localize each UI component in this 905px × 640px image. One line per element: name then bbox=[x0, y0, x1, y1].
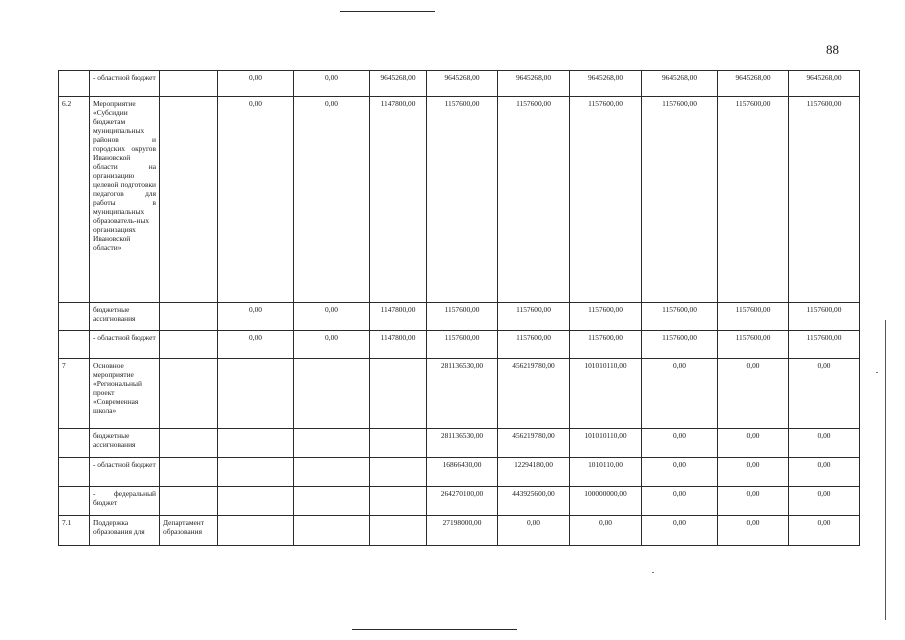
value-cell: 1157600,00 bbox=[718, 331, 789, 359]
budget-table bbox=[58, 70, 860, 546]
value-cell: 0,00 bbox=[642, 458, 718, 487]
value-cell: 0,00 bbox=[642, 359, 718, 429]
value-cell: 0,00 bbox=[718, 429, 789, 458]
value-cell: 101010110,00 bbox=[570, 429, 642, 458]
value-cell: 0,00 bbox=[218, 71, 294, 97]
row-name-cell: Основное мероприятие «Региональный проект «Современная школа» bbox=[90, 359, 160, 429]
value-cell: 12294180,00 bbox=[498, 458, 570, 487]
value-cell: 0,00 bbox=[789, 458, 860, 487]
value-cell: 0,00 bbox=[789, 359, 860, 429]
value-cell: 281136530,00 bbox=[427, 359, 498, 429]
value-cell: 0,00 bbox=[789, 429, 860, 458]
table-row bbox=[59, 359, 860, 429]
value-cell bbox=[218, 487, 294, 516]
value-cell: 1157600,00 bbox=[427, 331, 498, 359]
value-cell: 1147800,00 bbox=[370, 331, 427, 359]
value-cell: 100000000,00 bbox=[570, 487, 642, 516]
value-cell: 9645268,00 bbox=[427, 71, 498, 97]
value-cell: 0,00 bbox=[718, 516, 789, 546]
row-number-cell bbox=[59, 429, 90, 458]
value-cell: 9645268,00 bbox=[718, 71, 789, 97]
row-name-cell: Мероприятие «Субсидии бюджетам муниципальных районов и городских округов Ивановской области на организацию целевой подготовки педагогов для работы в муниципальных образователь-ных организациях Ивановской области» bbox=[90, 97, 160, 303]
row-number-cell bbox=[59, 487, 90, 516]
row-number-cell: 6.2 bbox=[59, 97, 90, 303]
row-name-cell: Поддержка образования для bbox=[90, 516, 160, 546]
table-row bbox=[59, 429, 860, 458]
row-executor-cell: Департамент образования bbox=[160, 516, 218, 546]
table-row bbox=[59, 331, 860, 359]
value-cell: 456219780,00 bbox=[498, 429, 570, 458]
value-cell: 281136530,00 bbox=[427, 429, 498, 458]
value-cell: 1157600,00 bbox=[789, 331, 860, 359]
value-cell bbox=[370, 487, 427, 516]
value-cell: 9645268,00 bbox=[370, 71, 427, 97]
value-cell bbox=[218, 359, 294, 429]
value-cell bbox=[218, 516, 294, 546]
value-cell bbox=[370, 359, 427, 429]
value-cell: 1157600,00 bbox=[427, 303, 498, 331]
value-cell: 0,00 bbox=[642, 516, 718, 546]
value-cell bbox=[294, 429, 370, 458]
value-cell: 101010110,00 bbox=[570, 359, 642, 429]
row-name-cell: - областной бюджет bbox=[90, 71, 160, 97]
row-name-cell: бюджетные ассигнования bbox=[90, 429, 160, 458]
value-cell: 1157600,00 bbox=[498, 97, 570, 303]
row-name-cell: бюджетные ассигнования bbox=[90, 303, 160, 331]
row-executor-cell bbox=[160, 303, 218, 331]
value-cell: 1157600,00 bbox=[498, 331, 570, 359]
value-cell: 0,00 bbox=[642, 487, 718, 516]
value-cell bbox=[294, 516, 370, 546]
row-executor-cell bbox=[160, 487, 218, 516]
value-cell: 1157600,00 bbox=[570, 303, 642, 331]
row-name-cell: - областной бюджет bbox=[90, 331, 160, 359]
value-cell: 1157600,00 bbox=[498, 303, 570, 331]
scan-artifact-edge bbox=[885, 320, 886, 620]
row-executor-cell bbox=[160, 71, 218, 97]
value-cell: 1157600,00 bbox=[718, 303, 789, 331]
value-cell: 0,00 bbox=[294, 71, 370, 97]
value-cell: 0,00 bbox=[294, 97, 370, 303]
value-cell bbox=[294, 487, 370, 516]
value-cell: 1157600,00 bbox=[789, 303, 860, 331]
value-cell: 1157600,00 bbox=[718, 97, 789, 303]
value-cell bbox=[218, 429, 294, 458]
value-cell: 0,00 bbox=[294, 331, 370, 359]
value-cell: 0,00 bbox=[718, 487, 789, 516]
value-cell: 0,00 bbox=[789, 516, 860, 546]
value-cell: 1147800,00 bbox=[370, 303, 427, 331]
scan-speck bbox=[652, 572, 654, 573]
value-cell: 27198000,00 bbox=[427, 516, 498, 546]
value-cell: 0,00 bbox=[789, 487, 860, 516]
value-cell: 0,00 bbox=[642, 429, 718, 458]
value-cell: 1010110,00 bbox=[570, 458, 642, 487]
table-row bbox=[59, 303, 860, 331]
value-cell: 1157600,00 bbox=[570, 331, 642, 359]
value-cell: 0,00 bbox=[218, 303, 294, 331]
row-executor-cell bbox=[160, 97, 218, 303]
value-cell: 0,00 bbox=[294, 303, 370, 331]
scan-speck bbox=[876, 372, 878, 373]
value-cell: 0,00 bbox=[498, 516, 570, 546]
value-cell: 0,00 bbox=[218, 331, 294, 359]
value-cell: 9645268,00 bbox=[789, 71, 860, 97]
value-cell: 9645268,00 bbox=[570, 71, 642, 97]
row-number-cell bbox=[59, 458, 90, 487]
value-cell: 1157600,00 bbox=[427, 97, 498, 303]
value-cell bbox=[370, 458, 427, 487]
value-cell: 1157600,00 bbox=[642, 97, 718, 303]
value-cell: 443925600,00 bbox=[498, 487, 570, 516]
value-cell bbox=[370, 429, 427, 458]
table-row bbox=[59, 458, 860, 487]
scan-artifact-bottom bbox=[352, 629, 517, 630]
row-executor-cell bbox=[160, 429, 218, 458]
page-number: 88 bbox=[826, 42, 839, 57]
value-cell: 9645268,00 bbox=[642, 71, 718, 97]
value-cell: 456219780,00 bbox=[498, 359, 570, 429]
value-cell: 0,00 bbox=[218, 97, 294, 303]
row-number-cell bbox=[59, 331, 90, 359]
value-cell: 1157600,00 bbox=[789, 97, 860, 303]
value-cell: 1157600,00 bbox=[642, 303, 718, 331]
table-row bbox=[59, 487, 860, 516]
value-cell: 0,00 bbox=[570, 516, 642, 546]
table-row bbox=[59, 97, 860, 303]
value-cell: 16866430,00 bbox=[427, 458, 498, 487]
row-number-cell: 7 bbox=[59, 359, 90, 429]
scan-artifact-top bbox=[340, 11, 435, 12]
row-executor-cell bbox=[160, 331, 218, 359]
value-cell: 0,00 bbox=[718, 458, 789, 487]
value-cell bbox=[218, 458, 294, 487]
value-cell: 1147800,00 bbox=[370, 97, 427, 303]
value-cell: 264270100,00 bbox=[427, 487, 498, 516]
table-row bbox=[59, 71, 860, 97]
row-executor-cell bbox=[160, 458, 218, 487]
value-cell: 0,00 bbox=[718, 359, 789, 429]
value-cell: 9645268,00 bbox=[498, 71, 570, 97]
row-executor-cell bbox=[160, 359, 218, 429]
value-cell: 1157600,00 bbox=[570, 97, 642, 303]
value-cell bbox=[370, 516, 427, 546]
row-name-cell: - федеральный бюджет bbox=[90, 487, 160, 516]
value-cell bbox=[294, 458, 370, 487]
row-number-cell bbox=[59, 71, 90, 97]
table-row bbox=[59, 516, 860, 546]
value-cell: 1157600,00 bbox=[642, 331, 718, 359]
value-cell bbox=[294, 359, 370, 429]
row-number-cell bbox=[59, 303, 90, 331]
row-name-cell: - областной бюджет bbox=[90, 458, 160, 487]
row-number-cell: 7.1 bbox=[59, 516, 90, 546]
